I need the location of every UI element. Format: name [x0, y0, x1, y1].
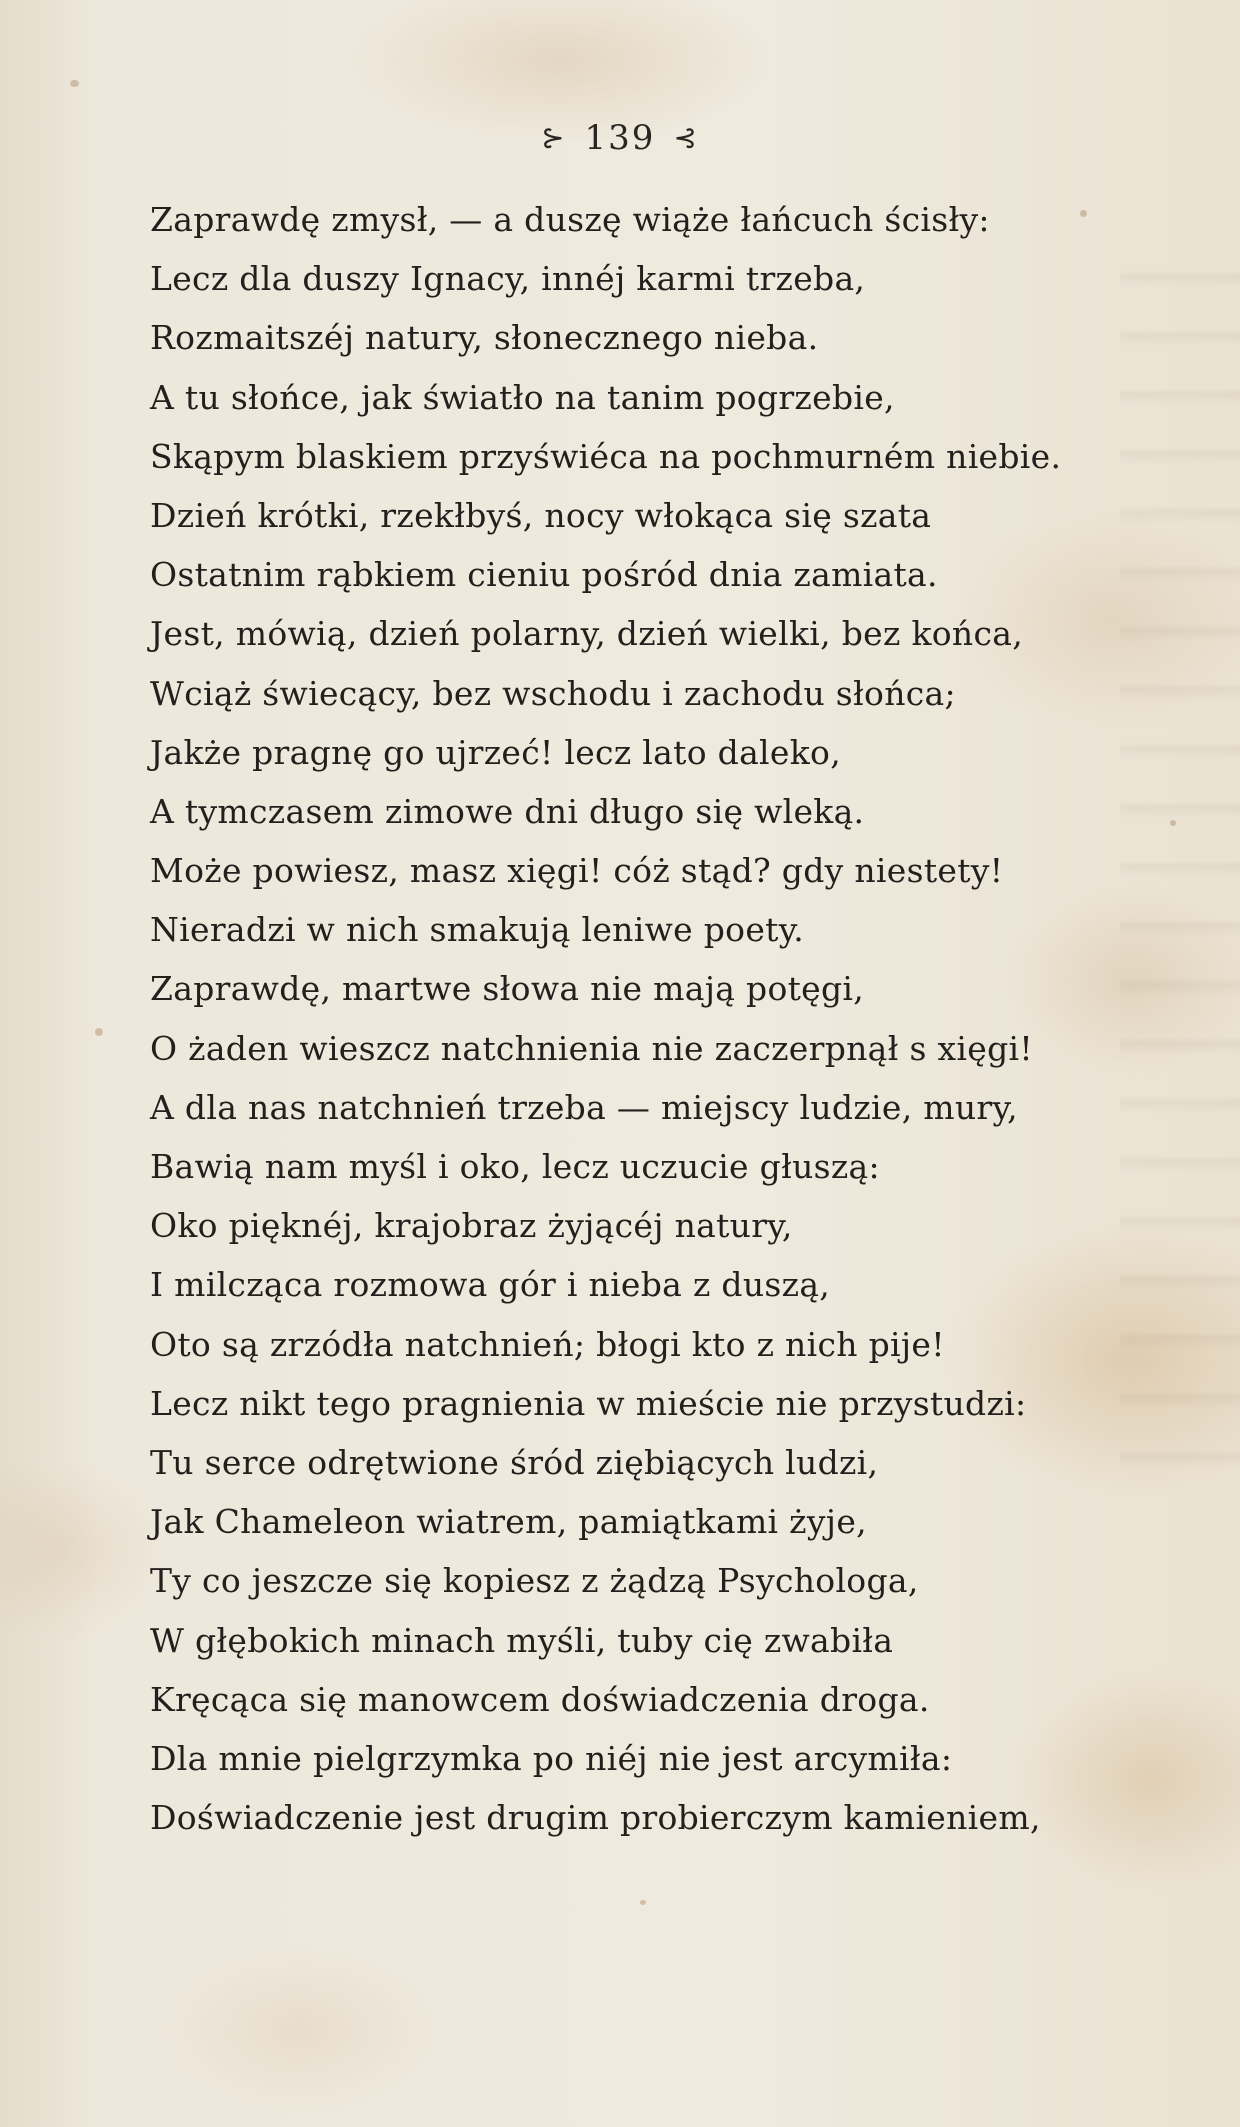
poem-line: Dzień krótki, rzekłbyś, nocy włokąca się szata [150, 495, 932, 535]
poem-line: A dla nas natchnień trzeba — miejscy ludzie, mury, [150, 1087, 1018, 1127]
poem-text [150, 190, 1160, 1847]
page-number: 139 [584, 118, 656, 158]
poem-line: Kręcąca się manowcem doświadczenia droga. [150, 1679, 930, 1719]
poem-line: Oto są zrzódła natchnień; błogi kto z nich pije! [150, 1324, 945, 1364]
poem-line: A tymczasem zimowe dni długo się wleką. [150, 791, 865, 831]
poem-line: Lecz nikt tego pragnienia w mieście nie przystudzi: [150, 1383, 1027, 1423]
poem-line: Wciąż świecący, bez wschodu i zachodu słońca; [150, 673, 956, 713]
paper-speck [70, 80, 79, 87]
poem-line: Doświadczenie jest drugim probierczym kamieniem, [150, 1798, 1041, 1838]
poem-line: Bawią nam myśl i oko, lecz uczucie głuszą: [150, 1147, 880, 1186]
poem-line: Jest, mówią, dzień polarny, dzień wielki, bez końca, [150, 614, 1024, 654]
paper-speck [1170, 820, 1176, 826]
paper-speck [640, 1900, 646, 1905]
right-ornament-icon: ⊰ [673, 121, 699, 154]
poem-line: Tu serce odrętwione śród ziębiących ludzi, [150, 1442, 879, 1482]
poem-line: O żaden wieszcz natchnienia nie zaczerpnął s xięgi! [150, 1028, 1033, 1068]
poem-line: Dla mnie pielgrzymka po niéj nie jest arcymiła: [150, 1738, 953, 1778]
poem-line: Zaprawdę zmysł, — a duszę wiąże łańcuch ścisły: [150, 200, 990, 239]
left-ornament-icon: ⊱ [541, 121, 567, 154]
poem-line: I milcząca rozmowa gór i nieba z duszą, [150, 1265, 831, 1305]
poem-line: Rozmaitszéj natury, słonecznego nieba. [150, 318, 819, 358]
poem-line: Skąpym blaskiem przyświéca na pochmurném niebie. [150, 436, 1062, 476]
poem-line: Jak Chameleon wiatrem, pamiątkami żyje, [150, 1502, 867, 1542]
poem-line: W głębokich minach myśli, tuby cię zwabiła [150, 1620, 894, 1660]
poem-line: Lecz dla duszy Ignacy, innéj karmi trzeba, [150, 259, 866, 299]
poem-line: Może powiesz, masz xięgi! cóż stąd? gdy niestety! [150, 851, 1004, 891]
poem-line: Zaprawdę, martwe słowa nie mają potęgi, [150, 969, 865, 1009]
poem-line: Jakże pragnę go ujrzeć! lecz lato daleko, [150, 732, 841, 772]
poem-line: Ostatnim rąbkiem cieniu pośród dnia zamiata. [150, 555, 938, 595]
poem-line: Oko pięknéj, krajobraz żyjącéj natury, [150, 1206, 793, 1246]
page-header [0, 118, 1240, 158]
poem-line: A tu słońce, jak światło na tanim pogrzebie, [150, 377, 895, 417]
poem-line: Nieradzi w nich smakują leniwe poety. [150, 910, 805, 950]
paper-speck [95, 1028, 103, 1036]
poem-line: Ty co jeszcze się kopiesz z żądzą Psychologa, [150, 1561, 919, 1601]
